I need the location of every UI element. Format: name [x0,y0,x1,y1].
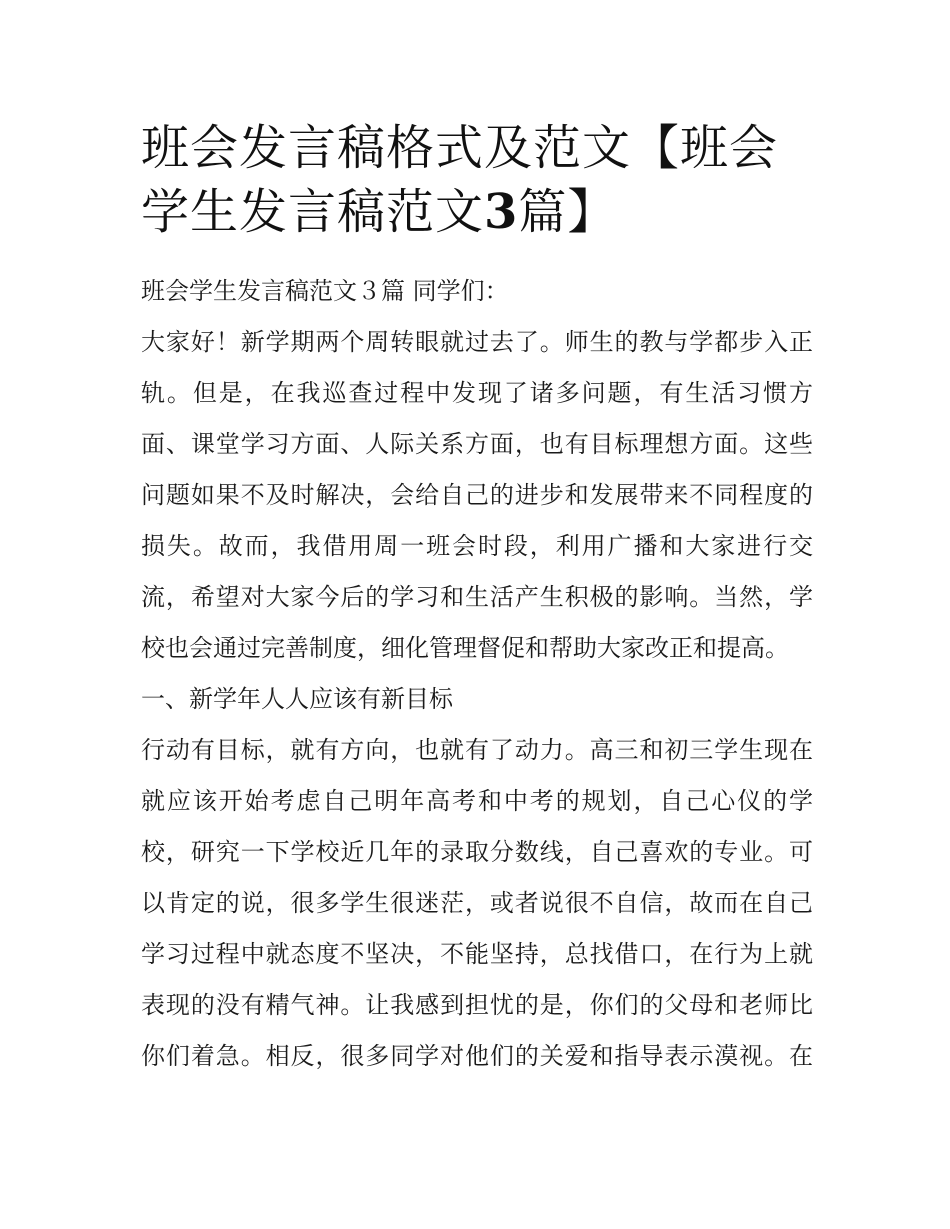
text-line: 流，希望对大家今后的学习和生活产生积极的影响。当然，学 [141,583,813,611]
text-line: 学习过程中就态度不坚决，不能坚持，总找借口，在行为上就 [141,940,813,968]
text-line: 以肯定的说，很多学生很迷茫，或者说很不自信，故而在自己 [141,889,813,917]
title-line-2: 学生发言稿范文3篇】 [141,184,617,240]
text-line: 轨。但是，在我巡查过程中发现了诸多问题，有生活习惯方 [141,379,813,407]
text-line: 校也会通过完善制度，细化管理督促和帮助大家改正和提高。 [141,634,789,662]
text-line: 大家好！新学期两个周转眼就过去了。师生的教与学都步入正 [141,328,813,356]
text-line: 问题如果不及时解决，会给自己的进步和发展带来不同程度的 [141,481,813,509]
section-1-paragraph [141,725,813,1082]
text-line: 校，研究一下学校近几年的录取分数线，自己喜欢的专业。可 [141,838,813,866]
text-line: 面、课堂学习方面、人际关系方面，也有目标理想方面。这些 [141,430,813,458]
section-heading-1 [141,674,813,725]
document-body [141,116,813,1082]
text-line: 就应该开始考虑自己明年高考和中考的规划，自己心仪的学 [141,787,813,815]
text-line: 你们着急。相反，很多同学对他们的关爱和指导表示漠视。在 [141,1042,813,1070]
text-line: 一、新学年人人应该有新目标 [141,685,453,713]
salutation-paragraph [141,266,813,317]
text-line: 行动有目标，就有方向，也就有了动力。高三和初三学生现在 [141,736,813,764]
title-line-1: 班会发言稿格式及范文【班会 [141,120,779,176]
document-title [141,116,813,244]
text-line: 班会学生发言稿范文３篇 同学们： [141,277,509,305]
intro-paragraph [141,317,813,674]
text-line: 表现的没有精气神。让我感到担忧的是，你们的父母和老师比 [141,991,813,1019]
text-line: 损失。故而，我借用周一班会时段，利用广播和大家进行交 [141,532,813,560]
